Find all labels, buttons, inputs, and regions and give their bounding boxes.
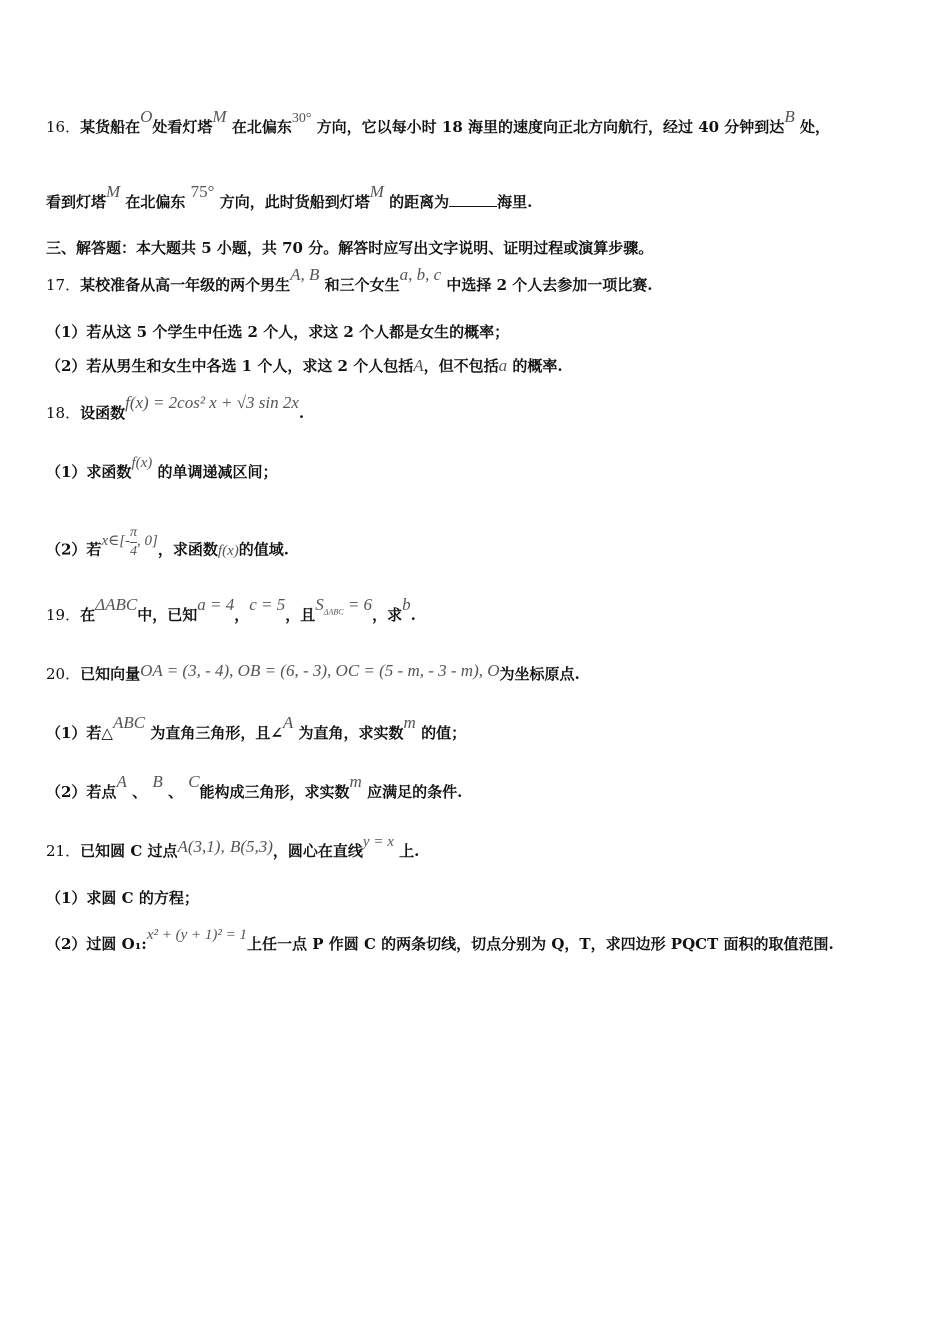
q20-text: 为直角，求实数 [298, 724, 404, 742]
q16-text: 方向，它以每小时 18 海里的速度向正北方向航行，经过 40 分钟到达 [316, 118, 785, 136]
q18-sub1 [46, 455, 278, 482]
math-eq: a = 4 [197, 595, 235, 614]
section-heading: 三、解答题：本大题共 5 小题，共 70 分。解答时应写出文字说明、证明过程或演算步骤。 [46, 239, 654, 257]
math-vector: OA = (3, - 4) [140, 661, 230, 680]
q21-text: 已知圆 C 过点 [80, 842, 178, 860]
math-interval: x∈[- [101, 532, 131, 549]
fraction-numerator: π [130, 524, 137, 543]
math-point: B(5,3) [229, 837, 273, 856]
math-vector: , OB = (6, - 3) [229, 661, 328, 680]
q16-text: 某货船在 [80, 118, 141, 136]
q18-text: （1）求函数 [46, 463, 132, 481]
q21-text: ，圆心在直线 [272, 842, 363, 860]
q19-text: ， [234, 606, 250, 624]
math-area [315, 595, 373, 617]
q19-text: ，且 [285, 606, 316, 624]
q21-sub2 [46, 927, 834, 954]
q20-text: 应满足的条件. [367, 783, 463, 801]
q18-text: 的值域. [238, 540, 289, 559]
q21-text: 上任一点 P 作圆 C 的两条切线，切点分别为 Q，T，求四边形 PQCT 面积的取值范围. [247, 935, 834, 953]
q19-number: 19． [46, 606, 81, 624]
math-angle: 30° [291, 111, 312, 126]
q21-text: （2）过圆 O₁: [46, 935, 147, 953]
math-var: M [212, 107, 227, 126]
q18-number: 18． [46, 404, 81, 422]
q16-line1 [46, 107, 830, 137]
math-var: C [188, 772, 200, 791]
q19-line [46, 595, 416, 626]
q19-text: . [410, 606, 416, 624]
math-var: b [402, 595, 411, 614]
area-subscript: ΔABC [323, 607, 344, 617]
q17-line1 [46, 265, 653, 295]
q16-text: 的距离为 [389, 193, 450, 211]
q17-text: 某校准备从高一年级的两个男生 [80, 276, 291, 294]
q16-text: 方向，此时货船到灯塔 [219, 193, 370, 211]
area-value: = 6 [343, 595, 373, 614]
q20-text: 已知向量 [80, 665, 141, 683]
math-var: M [369, 182, 384, 201]
q17-sub1: （1）若从这 5 个学生中任选 2 个人，求这 2 个人都是女生的概率； [46, 323, 510, 341]
answer-blank[interactable] [449, 194, 497, 207]
math-var: ΔABC [95, 595, 138, 614]
math-formula: x² + (y + 1)² = 1 [146, 927, 248, 943]
q21-sub1: （1）求圆 C 的方程； [46, 889, 199, 907]
math-var: A, B [290, 265, 320, 284]
math-var: f(x) [131, 455, 153, 471]
q19-text: ，求 [372, 606, 403, 624]
math-angle: 75° [190, 182, 215, 201]
area-symbol: S [315, 595, 324, 614]
q16-text: 在北偏东 [231, 118, 292, 136]
math-var: , O [478, 661, 500, 680]
math-var: A [282, 713, 294, 732]
q20-text: 为坐标原点. [499, 665, 580, 683]
math-var: O [140, 107, 153, 126]
q16-text: 海里. [497, 193, 533, 211]
q21-line1 [46, 834, 420, 861]
math-var: B [152, 772, 163, 791]
q18-text: 设函数 [80, 404, 126, 422]
q20-text: （2）若点 [46, 783, 117, 801]
q17-text: 中选择 2 个人去参加一项比赛. [446, 276, 653, 294]
math-vector: , OC = (5 - m, - 3 - m) [327, 661, 479, 680]
q18-text: ，求函数 [157, 540, 218, 559]
q16-number: 16． [46, 118, 81, 136]
q16-text: 看到灯塔 [46, 193, 107, 211]
math-var: a, b, c [399, 265, 442, 284]
q20-text: 、 [167, 783, 183, 801]
q21-number: 21． [46, 842, 81, 860]
q20-text: 的值； [421, 724, 467, 742]
q17-text: 的概率. [512, 357, 563, 375]
math-var: B [784, 107, 795, 126]
q19-text: 中，已知 [137, 606, 198, 624]
math-var: A [116, 772, 127, 791]
q17-number: 17． [46, 276, 81, 294]
q18-text: （2）若 [46, 540, 102, 559]
math-var: A [413, 356, 424, 375]
q20-line1 [46, 663, 580, 684]
q20-text: 能构成三角形，求实数 [199, 783, 350, 801]
math-formula: f(x) = 2cos² x + √3 sin 2x [125, 393, 299, 412]
q18-text: . [298, 404, 305, 422]
q16-text: 处， [799, 118, 830, 136]
math-var: M [106, 182, 121, 201]
math-eq: y = x [362, 834, 394, 850]
math-fraction [130, 524, 137, 561]
math-eq: c = 5 [249, 595, 286, 614]
q20-sub2 [46, 772, 463, 802]
q18-sub2 [46, 525, 289, 569]
math-var: m [403, 713, 416, 732]
q20-text: （1）若△ [46, 724, 113, 742]
q18-line1 [46, 393, 305, 423]
q20-sub1 [46, 713, 467, 743]
q17-text: 和三个女生 [324, 276, 400, 294]
q21-text: 上. [399, 842, 420, 860]
q17-text: ，但不包括 [423, 357, 499, 375]
q17-sub2 [46, 355, 563, 376]
math-var: f(x) [217, 542, 239, 559]
q20-text: 为直角三角形，且∠ [150, 724, 283, 742]
math-point: A(3,1), [177, 837, 225, 856]
q17-text: （2）若从男生和女生中各选 1 个人，求这 2 个人包括 [46, 357, 414, 375]
fraction-denominator: 4 [130, 544, 138, 559]
math-interval: , 0] [137, 532, 158, 549]
math-var: a [498, 356, 508, 375]
q16-line2 [46, 182, 533, 212]
q16-text: 在北偏东 [125, 193, 186, 211]
q16-text: 处看灯塔 [152, 118, 213, 136]
q20-text: 、 [132, 783, 148, 801]
q20-number: 20． [46, 665, 81, 683]
q19-text: 在 [80, 606, 96, 624]
math-var: m [349, 772, 362, 791]
math-var: ABC [112, 713, 146, 732]
q18-text: 的单调递减区间； [157, 463, 278, 481]
